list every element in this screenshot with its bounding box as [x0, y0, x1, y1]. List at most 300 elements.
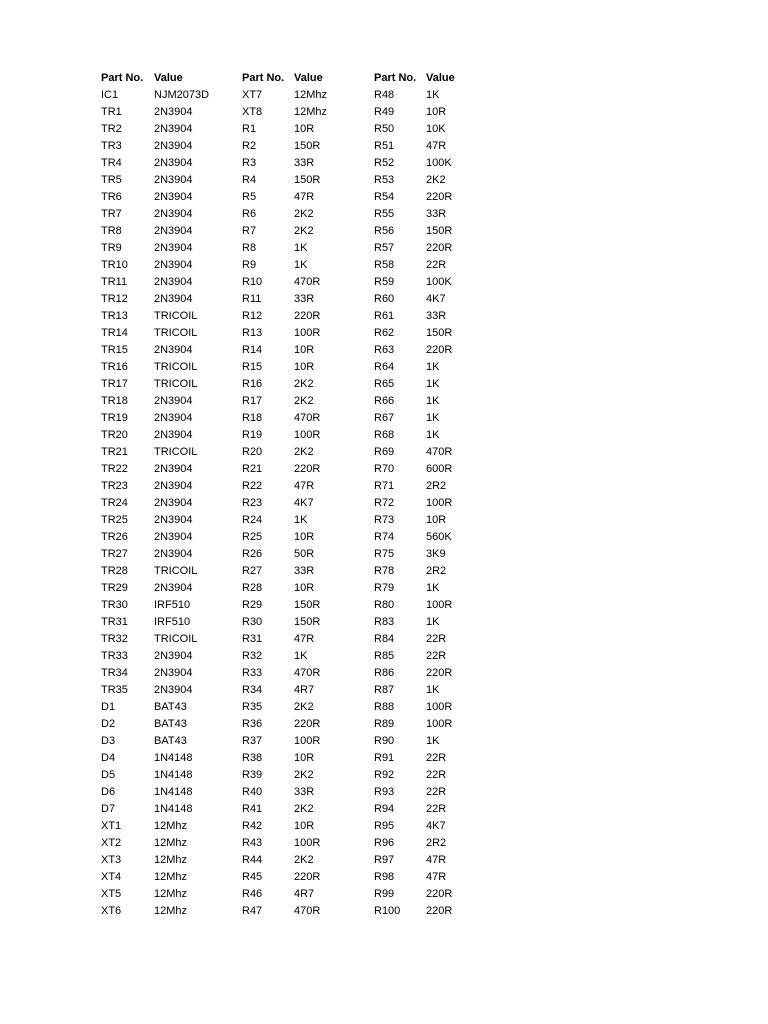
cell-part-no-2: R21: [242, 463, 263, 475]
cell-value-1: TRICOIL: [154, 633, 198, 645]
cell-part-no-1: TR28: [101, 565, 128, 577]
table-row: [101, 138, 521, 155]
cell-part-no-3: R89: [374, 718, 395, 730]
cell-part-no-3: R97: [374, 854, 395, 866]
cell-value-1: BAT43: [154, 701, 187, 713]
cell-value-3: 2R2: [426, 480, 447, 492]
table-row: [101, 444, 521, 461]
cell-part-no-1: TR30: [101, 599, 128, 611]
cell-value-2: 47R: [294, 633, 315, 645]
cell-value-2: 2K2: [294, 395, 314, 407]
cell-part-no-1: TR34: [101, 667, 128, 679]
cell-value-1: 12Mhz: [154, 820, 188, 832]
cell-value-2: 220R: [294, 310, 321, 322]
cell-value-3: 22R: [426, 769, 447, 781]
cell-value-3: 22R: [426, 259, 447, 271]
cell-part-no-3: R100: [374, 905, 401, 917]
cell-value-3: 2R2: [426, 837, 447, 849]
cell-part-no-2: R18: [242, 412, 263, 424]
cell-part-no-3: R94: [374, 803, 395, 815]
cell-part-no-3: R54: [374, 191, 395, 203]
cell-part-no-1: TR31: [101, 616, 128, 628]
cell-part-no-1: TR8: [101, 225, 122, 237]
cell-part-no-3: R73: [374, 514, 395, 526]
cell-value-1: 2N3904: [154, 582, 193, 594]
table-row: [101, 495, 521, 512]
cell-part-no-1: TR19: [101, 412, 128, 424]
cell-part-no-2: R44: [242, 854, 263, 866]
cell-part-no-3: R96: [374, 837, 395, 849]
cell-value-1: 2N3904: [154, 140, 193, 152]
cell-value-2: 150R: [294, 174, 321, 186]
table-row: [101, 325, 521, 342]
cell-part-no-3: R62: [374, 327, 395, 339]
cell-part-no-3: R70: [374, 463, 395, 475]
cell-value-2: 2K2: [294, 378, 314, 390]
cell-value-3: 47R: [426, 871, 447, 883]
cell-part-no-2: R34: [242, 684, 263, 696]
cell-part-no-1: TR26: [101, 531, 128, 543]
table-row: [101, 478, 521, 495]
cell-part-no-1: TR6: [101, 191, 122, 203]
cell-part-no-1: TR5: [101, 174, 122, 186]
cell-value-1: 2N3904: [154, 123, 193, 135]
cell-part-no-3: R95: [374, 820, 395, 832]
cell-value-1: 2N3904: [154, 106, 193, 118]
cell-part-no-1: XT6: [101, 905, 122, 917]
cell-value-2: 47R: [294, 480, 315, 492]
cell-value-2: 33R: [294, 157, 315, 169]
cell-part-no-2: R15: [242, 361, 263, 373]
cell-value-1: 12Mhz: [154, 837, 188, 849]
header-value-1: Value: [154, 72, 183, 84]
cell-value-3: 10R: [426, 514, 447, 526]
cell-part-no-2: R30: [242, 616, 263, 628]
cell-value-2: 2K2: [294, 769, 314, 781]
cell-value-1: 1N4148: [154, 803, 193, 815]
table-row: [101, 427, 521, 444]
cell-value-2: 47R: [294, 191, 315, 203]
cell-part-no-3: R59: [374, 276, 395, 288]
cell-value-2: 33R: [294, 565, 315, 577]
cell-part-no-3: R55: [374, 208, 395, 220]
cell-part-no-2: R25: [242, 531, 263, 543]
cell-value-2: 220R: [294, 871, 321, 883]
cell-value-2: 100R: [294, 735, 321, 747]
cell-value-2: 10R: [294, 820, 315, 832]
cell-value-3: 470R: [426, 446, 453, 458]
cell-value-3: 1K: [426, 412, 440, 424]
table-row: [101, 87, 521, 104]
cell-part-no-2: R2: [242, 140, 257, 152]
table-row: [101, 563, 521, 580]
cell-value-2: 220R: [294, 463, 321, 475]
cell-part-no-2: R6: [242, 208, 257, 220]
cell-part-no-3: R66: [374, 395, 395, 407]
cell-value-1: 2N3904: [154, 191, 193, 203]
table-row: [101, 767, 521, 784]
parts-list-table: [101, 70, 521, 920]
table-row: [101, 835, 521, 852]
cell-part-no-2: R27: [242, 565, 263, 577]
cell-part-no-1: D5: [101, 769, 116, 781]
cell-value-2: 12Mhz: [294, 89, 328, 101]
cell-part-no-2: R40: [242, 786, 263, 798]
cell-part-no-2: R9: [242, 259, 257, 271]
cell-value-2: 1K: [294, 242, 308, 254]
cell-part-no-2: R17: [242, 395, 263, 407]
cell-value-3: 1K: [426, 378, 440, 390]
cell-value-3: 100R: [426, 497, 453, 509]
table-row: [101, 818, 521, 835]
cell-part-no-2: R41: [242, 803, 263, 815]
cell-part-no-1: TR17: [101, 378, 128, 390]
cell-value-1: 12Mhz: [154, 854, 188, 866]
cell-value-3: 4K7: [426, 293, 446, 305]
cell-value-1: 12Mhz: [154, 871, 188, 883]
cell-value-3: 1K: [426, 395, 440, 407]
cell-value-1: 2N3904: [154, 497, 193, 509]
cell-part-no-1: TR33: [101, 650, 128, 662]
cell-value-1: 2N3904: [154, 208, 193, 220]
cell-part-no-1: TR25: [101, 514, 128, 526]
cell-part-no-1: D3: [101, 735, 116, 747]
cell-part-no-2: R8: [242, 242, 257, 254]
cell-value-1: 2N3904: [154, 412, 193, 424]
cell-part-no-3: R61: [374, 310, 395, 322]
cell-value-3: 220R: [426, 344, 453, 356]
cell-part-no-3: R71: [374, 480, 395, 492]
cell-part-no-3: R88: [374, 701, 395, 713]
cell-value-2: 100R: [294, 837, 321, 849]
cell-value-3: 1K: [426, 735, 440, 747]
table-row: [101, 529, 521, 546]
cell-part-no-2: R38: [242, 752, 263, 764]
cell-part-no-3: R50: [374, 123, 395, 135]
cell-part-no-1: XT5: [101, 888, 122, 900]
cell-value-3: 220R: [426, 888, 453, 900]
table-row: [101, 257, 521, 274]
table-row: [101, 750, 521, 767]
cell-value-1: 2N3904: [154, 514, 193, 526]
table-row: [101, 206, 521, 223]
table-row: [101, 597, 521, 614]
cell-part-no-2: R46: [242, 888, 263, 900]
cell-part-no-1: TR32: [101, 633, 128, 645]
cell-part-no-3: R69: [374, 446, 395, 458]
cell-part-no-3: R80: [374, 599, 395, 611]
table-row: [101, 716, 521, 733]
cell-part-no-1: TR9: [101, 242, 122, 254]
cell-part-no-2: R45: [242, 871, 263, 883]
table-row: [101, 699, 521, 716]
table-row: [101, 903, 521, 920]
cell-part-no-3: R52: [374, 157, 395, 169]
cell-part-no-1: TR14: [101, 327, 128, 339]
table-row: [101, 104, 521, 121]
header-value-3: Value: [426, 72, 455, 84]
cell-value-1: 2N3904: [154, 650, 193, 662]
cell-value-2: 2K2: [294, 701, 314, 713]
cell-value-1: 2N3904: [154, 548, 193, 560]
cell-value-2: 150R: [294, 599, 321, 611]
cell-part-no-2: R7: [242, 225, 257, 237]
cell-part-no-1: TR3: [101, 140, 122, 152]
cell-value-3: 150R: [426, 225, 453, 237]
cell-value-1: TRICOIL: [154, 446, 198, 458]
table-row: [101, 223, 521, 240]
cell-part-no-2: R32: [242, 650, 263, 662]
cell-part-no-1: TR21: [101, 446, 128, 458]
cell-value-2: 1K: [294, 514, 308, 526]
table-row: [101, 189, 521, 206]
cell-value-3: 22R: [426, 803, 447, 815]
cell-part-no-1: TR10: [101, 259, 128, 271]
cell-value-2: 2K2: [294, 854, 314, 866]
table-row: [101, 648, 521, 665]
cell-part-no-2: R28: [242, 582, 263, 594]
cell-part-no-3: R85: [374, 650, 395, 662]
cell-part-no-1: TR16: [101, 361, 128, 373]
cell-part-no-3: R60: [374, 293, 395, 305]
cell-value-1: 2N3904: [154, 225, 193, 237]
cell-part-no-1: IC1: [101, 89, 119, 101]
cell-value-3: 1K: [426, 429, 440, 441]
cell-part-no-2: R23: [242, 497, 263, 509]
cell-value-1: 2N3904: [154, 480, 193, 492]
cell-part-no-2: R19: [242, 429, 263, 441]
cell-part-no-2: R3: [242, 157, 257, 169]
cell-part-no-3: R93: [374, 786, 395, 798]
cell-part-no-3: R98: [374, 871, 395, 883]
cell-value-1: 2N3904: [154, 429, 193, 441]
header-value-2: Value: [294, 72, 323, 84]
cell-part-no-1: TR11: [101, 276, 128, 288]
cell-value-1: BAT43: [154, 735, 187, 747]
cell-value-2: 33R: [294, 786, 315, 798]
table-row: [101, 512, 521, 529]
cell-part-no-2: R35: [242, 701, 263, 713]
cell-value-3: 100R: [426, 599, 453, 611]
cell-value-2: 4R7: [294, 888, 315, 900]
cell-part-no-1: D4: [101, 752, 116, 764]
table-row: [101, 614, 521, 631]
table-row: [101, 410, 521, 427]
cell-value-1: TRICOIL: [154, 310, 198, 322]
table-row: [101, 852, 521, 869]
table-row: [101, 155, 521, 172]
cell-value-1: TRICOIL: [154, 361, 198, 373]
cell-value-1: 1N4148: [154, 786, 193, 798]
cell-part-no-2: R10: [242, 276, 263, 288]
cell-part-no-1: TR23: [101, 480, 128, 492]
cell-value-2: 100R: [294, 429, 321, 441]
cell-value-2: 2K2: [294, 803, 314, 815]
cell-value-3: 220R: [426, 905, 453, 917]
cell-part-no-2: R12: [242, 310, 263, 322]
cell-part-no-1: TR20: [101, 429, 128, 441]
cell-value-2: 10R: [294, 582, 315, 594]
cell-part-no-2: R31: [242, 633, 263, 645]
cell-value-1: 12Mhz: [154, 888, 188, 900]
cell-value-2: 12Mhz: [294, 106, 328, 118]
cell-value-2: 10R: [294, 361, 315, 373]
table-row: [101, 886, 521, 903]
cell-value-2: 150R: [294, 616, 321, 628]
table-row: [101, 274, 521, 291]
cell-value-3: 4K7: [426, 820, 446, 832]
cell-part-no-3: R56: [374, 225, 395, 237]
cell-part-no-1: D6: [101, 786, 116, 798]
cell-value-1: IRF510: [154, 599, 191, 611]
cell-value-3: 22R: [426, 786, 447, 798]
cell-value-1: 2N3904: [154, 531, 193, 543]
cell-part-no-2: R26: [242, 548, 263, 560]
cell-value-3: 2K2: [426, 174, 446, 186]
cell-part-no-3: R65: [374, 378, 395, 390]
cell-value-1: 2N3904: [154, 276, 193, 288]
cell-part-no-2: R5: [242, 191, 257, 203]
cell-part-no-2: XT7: [242, 89, 263, 101]
cell-part-no-1: TR4: [101, 157, 122, 169]
cell-part-no-2: R43: [242, 837, 263, 849]
cell-part-no-3: R48: [374, 89, 395, 101]
cell-part-no-1: TR22: [101, 463, 128, 475]
cell-part-no-3: R87: [374, 684, 395, 696]
table-row: [101, 546, 521, 563]
table-row: [101, 393, 521, 410]
cell-part-no-3: R99: [374, 888, 395, 900]
cell-part-no-3: R57: [374, 242, 395, 254]
cell-value-2: 470R: [294, 667, 321, 679]
cell-value-3: 3K9: [426, 548, 446, 560]
cell-value-3: 10K: [426, 123, 446, 135]
cell-part-no-3: R74: [374, 531, 395, 543]
cell-value-3: 47R: [426, 140, 447, 152]
cell-part-no-2: R1: [242, 123, 257, 135]
cell-value-1: NJM2073D: [154, 89, 210, 101]
cell-value-1: 2N3904: [154, 344, 193, 356]
cell-part-no-2: R39: [242, 769, 263, 781]
cell-part-no-1: TR35: [101, 684, 128, 696]
cell-part-no-1: D2: [101, 718, 116, 730]
cell-value-2: 2K2: [294, 208, 314, 220]
cell-part-no-1: D7: [101, 803, 116, 815]
cell-value-3: 220R: [426, 242, 453, 254]
cell-value-2: 10R: [294, 123, 315, 135]
cell-value-3: 100K: [426, 276, 452, 288]
cell-part-no-2: XT8: [242, 106, 263, 118]
cell-part-no-1: TR12: [101, 293, 128, 305]
cell-value-1: TRICOIL: [154, 378, 198, 390]
table-row: [101, 240, 521, 257]
cell-part-no-3: R64: [374, 361, 395, 373]
cell-part-no-3: R58: [374, 259, 395, 271]
table-row: [101, 376, 521, 393]
cell-part-no-2: R29: [242, 599, 263, 611]
cell-value-3: 100K: [426, 157, 452, 169]
cell-part-no-2: R33: [242, 667, 263, 679]
cell-value-3: 22R: [426, 650, 447, 662]
cell-value-3: 220R: [426, 191, 453, 203]
cell-part-no-1: TR15: [101, 344, 128, 356]
cell-part-no-1: TR13: [101, 310, 128, 322]
cell-part-no-3: R63: [374, 344, 395, 356]
cell-part-no-3: R68: [374, 429, 395, 441]
cell-part-no-1: D1: [101, 701, 116, 713]
table-row: [101, 784, 521, 801]
table-row: [101, 291, 521, 308]
cell-value-1: 2N3904: [154, 259, 193, 271]
cell-value-3: 1K: [426, 684, 440, 696]
header-part-no-2: Part No.: [242, 72, 285, 84]
cell-value-3: 600R: [426, 463, 453, 475]
cell-part-no-3: R67: [374, 412, 395, 424]
cell-part-no-2: R47: [242, 905, 263, 917]
cell-value-1: 1N4148: [154, 769, 193, 781]
cell-part-no-3: R78: [374, 565, 395, 577]
table-row: [101, 461, 521, 478]
cell-value-1: 2N3904: [154, 684, 193, 696]
cell-value-1: 1N4148: [154, 752, 193, 764]
cell-part-no-2: R37: [242, 735, 263, 747]
cell-value-1: 2N3904: [154, 667, 193, 679]
cell-part-no-2: R4: [242, 174, 257, 186]
header-part-no-3: Part No.: [374, 72, 417, 84]
cell-value-2: 50R: [294, 548, 315, 560]
cell-value-2: 470R: [294, 412, 321, 424]
cell-value-1: 2N3904: [154, 242, 193, 254]
cell-part-no-2: R16: [242, 378, 263, 390]
cell-part-no-2: R14: [242, 344, 263, 356]
cell-value-2: 4K7: [294, 497, 314, 509]
cell-value-2: 10R: [294, 531, 315, 543]
cell-part-no-3: R92: [374, 769, 395, 781]
cell-part-no-3: R84: [374, 633, 395, 645]
cell-part-no-1: XT2: [101, 837, 122, 849]
cell-part-no-1: TR1: [101, 106, 122, 118]
cell-value-1: 12Mhz: [154, 905, 188, 917]
cell-part-no-1: TR27: [101, 548, 128, 560]
table-row: [101, 580, 521, 597]
table-row: [101, 869, 521, 886]
cell-value-1: IRF510: [154, 616, 191, 628]
cell-value-1: 2N3904: [154, 293, 193, 305]
cell-value-2: 150R: [294, 140, 321, 152]
table-row: [101, 359, 521, 376]
cell-part-no-2: R36: [242, 718, 263, 730]
table-row: [101, 631, 521, 648]
cell-value-2: 1K: [294, 650, 308, 662]
cell-value-1: TRICOIL: [154, 565, 198, 577]
cell-part-no-2: R20: [242, 446, 263, 458]
cell-part-no-3: R53: [374, 174, 395, 186]
cell-value-3: 22R: [426, 752, 447, 764]
cell-value-1: 2N3904: [154, 174, 193, 186]
cell-value-3: 220R: [426, 667, 453, 679]
cell-value-3: 2R2: [426, 565, 447, 577]
cell-value-2: 10R: [294, 752, 315, 764]
cell-value-1: 2N3904: [154, 463, 193, 475]
table-row: [101, 172, 521, 189]
cell-part-no-3: R86: [374, 667, 395, 679]
cell-part-no-2: R13: [242, 327, 263, 339]
cell-part-no-2: R42: [242, 820, 263, 832]
cell-value-2: 33R: [294, 293, 315, 305]
table-row: [101, 733, 521, 750]
table-row: [101, 308, 521, 325]
cell-part-no-1: XT3: [101, 854, 122, 866]
